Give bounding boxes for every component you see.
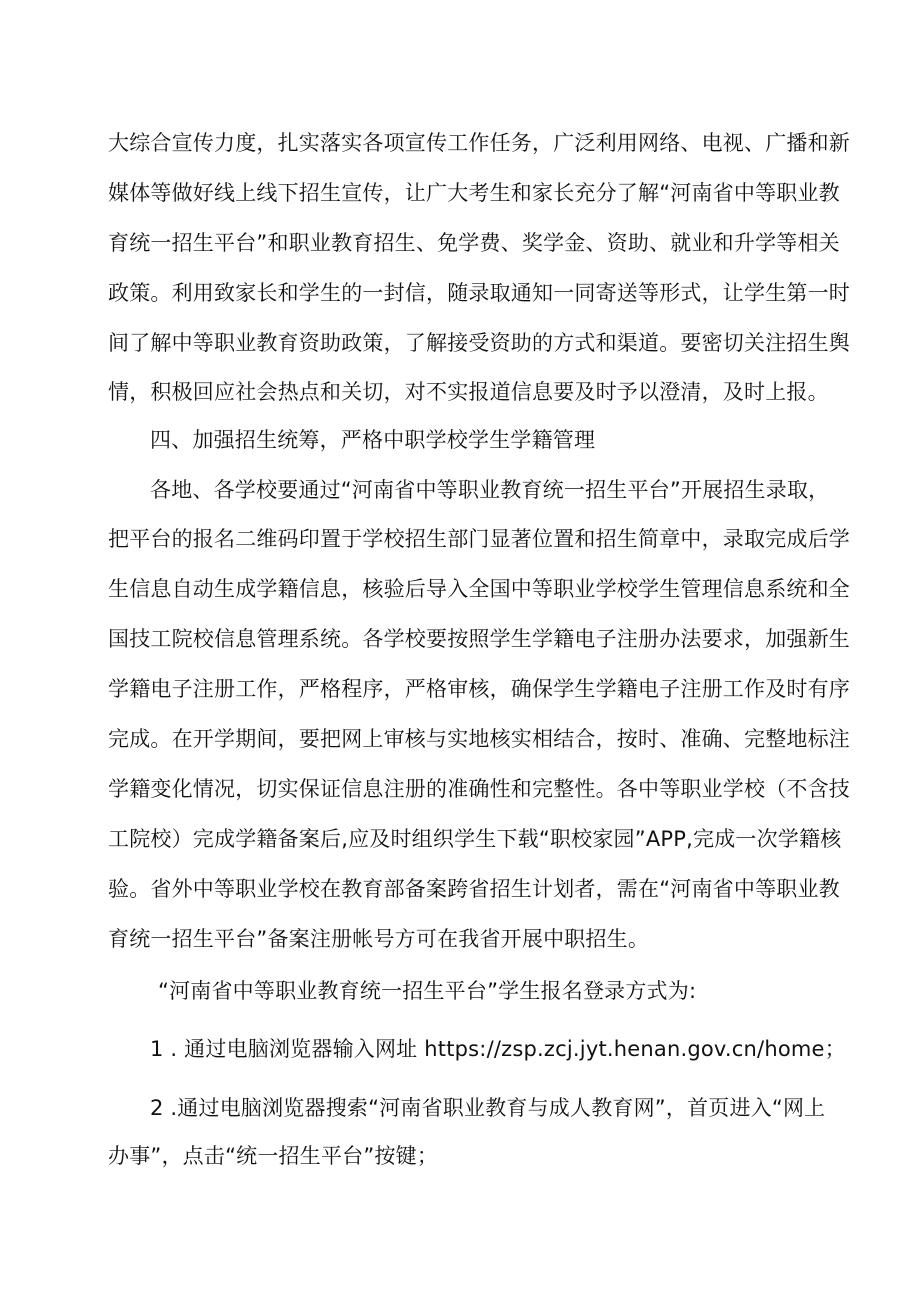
paragraph-line: 间了解中等职业教育资助政策，了解接受资助的方式和渠道。要密切关注招生舆 bbox=[108, 331, 850, 355]
paragraph-line: 生信息自动生成学籍信息，核验后导入全国中等职业学校学生管理信息系统和全 bbox=[108, 577, 850, 601]
paragraph-line: 大综合宣传力度，扎实落实各项宣传工作任务，广泛利用网络、电视、广播和新 bbox=[108, 131, 850, 155]
list-item-continuation: 办事”，点击“统一招生平台”按键； bbox=[108, 1144, 439, 1168]
paragraph-line: 学籍电子注册工作，严格程序，严格审核，确保学生学籍电子注册工作及时有序 bbox=[108, 677, 850, 701]
section-heading: 四、加强招生统筹，严格中职学校学生学籍管理 bbox=[150, 428, 596, 452]
list-item: 2 .通过电脑浏览器搜索“河南省职业教育与成人教育网”，首页进入“网上 bbox=[150, 1096, 826, 1120]
paragraph-line: 完成。在开学期间，要把网上审核与实地核实相结合，按时、准确、完整地标注 bbox=[108, 727, 850, 751]
paragraph-line: 把平台的报名二维码印置于学校招生部门显著位置和招生简章中，录取完成后学 bbox=[108, 527, 850, 551]
paragraph-line: 媒体等做好线上线下招生宣传，让广大考生和家长充分了解“河南省中等职业教 bbox=[108, 181, 840, 205]
paragraph-line: 政策。利用致家长和学生的一封信，随录取通知一同寄送等形式，让学生第一时 bbox=[108, 281, 850, 305]
paragraph-line: “河南省中等职业教育统一招生平台”学生报名登录方式为: bbox=[158, 979, 697, 1003]
paragraph-line: 国技工院校信息管理系统。各学校要按照学生学籍电子注册办法要求，加强新生 bbox=[108, 627, 850, 651]
list-item: 1 . 通过电脑浏览器输入网址 https://zsp.zcj.jyt.henan.gov.cn/home； bbox=[150, 1037, 846, 1061]
paragraph-line: 工院校）完成学籍备案后,应及时组织学生下载“职校家园”APP,完成一次学籍核 bbox=[108, 827, 842, 851]
paragraph-line: 育统一招生平台”备案注册帐号方可在我省开展中职招生。 bbox=[108, 927, 650, 951]
paragraph-line: 学籍变化情况，切实保证信息注册的准确性和完整性。各中等职业学校（不含技 bbox=[108, 777, 850, 801]
paragraph-line: 验。省外中等职业学校在教育部备案跨省招生计划者，需在“河南省中等职业教 bbox=[108, 877, 840, 901]
paragraph-line: 各地、各学校要通过“河南省中等职业教育统一招生平台”开展招生录取， bbox=[150, 478, 830, 502]
paragraph-line: 育统一招生平台”和职业教育招生、免学费、奖学金、资助、就业和升学等相关 bbox=[108, 231, 840, 255]
paragraph-line: 情，积极回应社会热点和关切，对不实报道信息要及时予以澄清，及时上报。 bbox=[108, 380, 829, 404]
